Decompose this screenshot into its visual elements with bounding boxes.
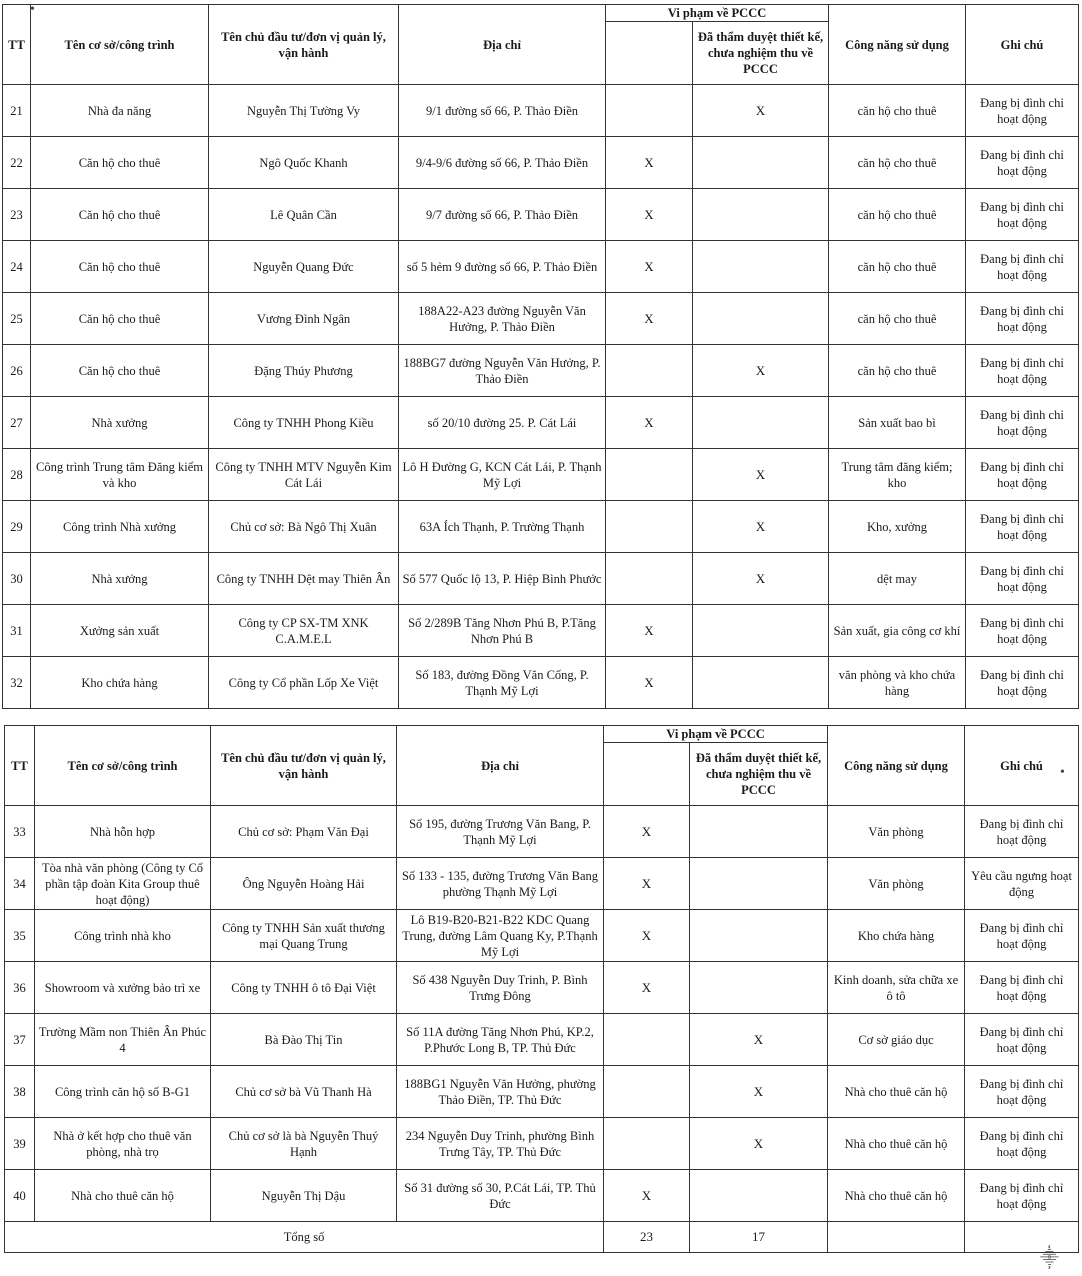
note: Đang bị đình chỉ hoạt động: [966, 605, 1079, 657]
owner-name: Chủ cơ sở: Bà Ngô Thị Xuân: [209, 501, 399, 553]
facility-name: Nhà cho thuê căn hộ: [35, 1170, 211, 1222]
function: căn hộ cho thuê: [829, 137, 966, 189]
violation-mark: [606, 85, 693, 137]
total-empty-function: [828, 1222, 965, 1253]
violation-mark: X: [606, 189, 693, 241]
owner-name: Công ty TNHH MTV Nguyễn Kim Cát Lái: [209, 449, 399, 501]
row-number: 40: [5, 1170, 35, 1222]
facility-name: Công trình nhà kho: [35, 910, 211, 962]
table-row: [3, 605, 1079, 657]
table-row: [3, 397, 1079, 449]
facility-name: Tòa nhà văn phòng (Công ty Cổ phần tập đoàn Kita Group thuê hoạt động): [35, 858, 211, 910]
row-number: 25: [3, 293, 31, 345]
owner-name: Vương Đình Ngân: [209, 293, 399, 345]
table-row: [5, 806, 1079, 858]
header-violation-unapproved: [606, 22, 693, 85]
approved-mark: [690, 806, 828, 858]
table-row: [5, 1014, 1079, 1066]
row-number: 23: [3, 189, 31, 241]
table-row: [3, 449, 1079, 501]
violation-mark: X: [604, 1170, 690, 1222]
row-number: 27: [3, 397, 31, 449]
facility-name: Trường Mầm non Thiên Ân Phúc 4: [35, 1014, 211, 1066]
table-row: [3, 189, 1079, 241]
approved-mark: X: [693, 345, 829, 397]
note: Đang bị đình chỉ hoạt động: [966, 85, 1079, 137]
table-row: [5, 858, 1079, 910]
violation-mark: X: [604, 962, 690, 1014]
table-part-1: [2, 4, 1079, 709]
note: Đang bị đình chỉ hoạt động: [965, 962, 1079, 1014]
note: Đang bị đình chỉ hoạt động: [966, 137, 1079, 189]
table-row: [5, 1066, 1079, 1118]
approved-mark: [693, 657, 829, 709]
function: căn hộ cho thuê: [829, 293, 966, 345]
note: Đang bị đình chỉ hoạt động: [965, 1170, 1079, 1222]
total-label: Tổng số: [5, 1222, 604, 1253]
header-function: Công năng sử dụng: [828, 726, 965, 806]
note: Đang bị đình chỉ hoạt động: [966, 293, 1079, 345]
row-number: 26: [3, 345, 31, 397]
address: Số 2/289B Tăng Nhơn Phú B, P.Tăng Nhơn Phú B: [399, 605, 606, 657]
note: Yêu cầu ngưng hoạt động: [965, 858, 1079, 910]
note: Đang bị đình chỉ hoạt động: [966, 449, 1079, 501]
signature-mark-icon: ⸎: [1040, 1248, 1059, 1268]
violation-mark: [606, 449, 693, 501]
row-number: 29: [3, 501, 31, 553]
address: Số 195, đường Trương Văn Bang, P. Thạnh Mỹ Lợi: [397, 806, 604, 858]
address: 9/1 đường số 66, P. Thảo Điền: [399, 85, 606, 137]
function: Cơ sở giáo dục: [828, 1014, 965, 1066]
approved-mark: X: [690, 1066, 828, 1118]
note: Đang bị đình chỉ hoạt động: [966, 345, 1079, 397]
approved-mark: X: [690, 1118, 828, 1170]
function: Văn phòng: [828, 806, 965, 858]
total-violation-count: 23: [604, 1222, 690, 1253]
function: Nhà cho thuê căn hộ: [828, 1170, 965, 1222]
violation-mark: X: [606, 397, 693, 449]
approved-mark: [693, 605, 829, 657]
facility-name: Nhà hỗn hợp: [35, 806, 211, 858]
header-violation-unapproved: [604, 743, 690, 806]
note: Đang bị đình chỉ hoạt động: [965, 1014, 1079, 1066]
violation-mark: X: [604, 806, 690, 858]
address: Lô H Đường G, KCN Cát Lái, P. Thạnh Mỹ Lợi: [399, 449, 606, 501]
function: Kinh doanh, sửa chữa xe ô tô: [828, 962, 965, 1014]
address: số 20/10 đường 25. P. Cát Lái: [399, 397, 606, 449]
table-row: [5, 1170, 1079, 1222]
note: Đang bị đình chỉ hoạt động: [966, 397, 1079, 449]
facility-name: Công trình Trung tâm Đăng kiểm và kho: [31, 449, 209, 501]
violation-mark: [606, 501, 693, 553]
total-empty-note: [965, 1222, 1079, 1253]
owner-name: Công ty TNHH Sản xuất thương mại Quang Trung: [211, 910, 397, 962]
violation-mark: X: [606, 657, 693, 709]
address: Số 183, đường Đồng Văn Cống, P. Thạnh Mỹ Lợi: [399, 657, 606, 709]
facility-name: Nhà ở kết hợp cho thuê văn phòng, nhà trọ: [35, 1118, 211, 1170]
violation-mark: X: [606, 605, 693, 657]
address: 9/4-9/6 đường số 66, P. Thảo Điền: [399, 137, 606, 189]
table-row: [5, 962, 1079, 1014]
table-body-1: [3, 85, 1079, 709]
scan-mark-icon: •: [1060, 765, 1065, 780]
owner-name: Công ty Cổ phần Lốp Xe Việt: [209, 657, 399, 709]
approved-mark: X: [693, 501, 829, 553]
address: Số 577 Quốc lộ 13, P. Hiệp Bình Phước: [399, 553, 606, 605]
facility-name: Căn hộ cho thuê: [31, 293, 209, 345]
total-row: [5, 1222, 1079, 1253]
owner-name: Công ty TNHH Dệt may Thiên Ân: [209, 553, 399, 605]
row-number: 21: [3, 85, 31, 137]
table-row: [5, 1118, 1079, 1170]
address: 188A22-A23 đường Nguyễn Văn Hưởng, P. Thảo Điền: [399, 293, 606, 345]
address: Số 31 đường số 30, P.Cát Lái, TP. Thủ Đức: [397, 1170, 604, 1222]
address: 188BG1 Nguyễn Văn Hưởng, phường Thảo Điền, TP. Thủ Đức: [397, 1066, 604, 1118]
header-violation-group: Vi phạm về PCCC: [604, 726, 828, 743]
table-row: [3, 345, 1079, 397]
owner-name: Công ty TNHH Phong Kiều: [209, 397, 399, 449]
facility-name: Công trình căn hộ số B-G1: [35, 1066, 211, 1118]
row-number: 38: [5, 1066, 35, 1118]
header-note: Ghi chú: [965, 726, 1079, 806]
address: Số 133 - 135, đường Trương Văn Bang phường Thạnh Mỹ Lợi: [397, 858, 604, 910]
function: Văn phòng: [828, 858, 965, 910]
table-row: [3, 241, 1079, 293]
header-function: Công năng sử dụng: [829, 5, 966, 85]
approved-mark: X: [690, 1014, 828, 1066]
note: Đang bị đình chỉ hoạt động: [965, 1118, 1079, 1170]
row-number: 35: [5, 910, 35, 962]
owner-name: Công ty TNHH ô tô Đại Việt: [211, 962, 397, 1014]
approved-mark: [693, 241, 829, 293]
violation-mark: X: [606, 137, 693, 189]
owner-name: Nguyễn Quang Đức: [209, 241, 399, 293]
facility-name: Nhà đa năng: [31, 85, 209, 137]
owner-name: Nguyễn Thị Tường Vy: [209, 85, 399, 137]
function: dệt may: [829, 553, 966, 605]
table-row: [3, 85, 1079, 137]
note: Đang bị đình chỉ hoạt động: [966, 189, 1079, 241]
table-row: [3, 553, 1079, 605]
header-facility: Tên cơ sở/công trình: [31, 5, 209, 85]
violation-mark: [604, 1014, 690, 1066]
scan-mark-icon: •: [30, 2, 35, 17]
note: Đang bị đình chỉ hoạt động: [965, 806, 1079, 858]
violation-mark: X: [606, 293, 693, 345]
header-owner: Tên chủ đầu tư/đơn vị quản lý, vận hành: [211, 726, 397, 806]
table-row: [3, 293, 1079, 345]
row-number: 30: [3, 553, 31, 605]
header-violation-group: Vi phạm về PCCC: [606, 5, 829, 22]
function: Sản xuất bao bì: [829, 397, 966, 449]
function: văn phòng và kho chứa hàng: [829, 657, 966, 709]
address: Số 11A đường Tăng Nhơn Phú, KP.2, P.Phước Long B, TP. Thủ Đức: [397, 1014, 604, 1066]
function: Trung tâm đăng kiểm; kho: [829, 449, 966, 501]
owner-name: Chủ cơ sở bà Vũ Thanh Hà: [211, 1066, 397, 1118]
note: Đang bị đình chỉ hoạt động: [966, 241, 1079, 293]
row-number: 31: [3, 605, 31, 657]
approved-mark: [693, 137, 829, 189]
approved-mark: [693, 189, 829, 241]
table-row: [3, 501, 1079, 553]
facility-name: Căn hộ cho thuê: [31, 189, 209, 241]
function: Kho, xưởng: [829, 501, 966, 553]
address: 63A Ích Thạnh, P. Trường Thạnh: [399, 501, 606, 553]
owner-name: Lê Quân Cần: [209, 189, 399, 241]
header-owner: Tên chủ đầu tư/đơn vị quản lý, vận hành: [209, 5, 399, 85]
approved-mark: [690, 1170, 828, 1222]
row-number: 39: [5, 1118, 35, 1170]
facility-name: Nhà xưởng: [31, 397, 209, 449]
facility-name: Căn hộ cho thuê: [31, 345, 209, 397]
violation-mark: X: [604, 858, 690, 910]
row-number: 32: [3, 657, 31, 709]
facility-name: Showroom và xưởng bảo trì xe: [35, 962, 211, 1014]
address: 188BG7 đường Nguyễn Văn Hưởng, P. Thảo Điền: [399, 345, 606, 397]
owner-name: Ông Nguyễn Hoàng Hải: [211, 858, 397, 910]
table-body-2: [5, 806, 1079, 1222]
header-address: Địa chỉ: [399, 5, 606, 85]
violation-mark: [604, 1118, 690, 1170]
approved-mark: [693, 293, 829, 345]
owner-name: Công ty CP SX-TM XNK C.A.M.E.L: [209, 605, 399, 657]
violation-mark: X: [604, 910, 690, 962]
approved-mark: X: [693, 449, 829, 501]
facility-name: Căn hộ cho thuê: [31, 241, 209, 293]
header-tt: TT: [3, 5, 31, 85]
header-note: Ghi chú: [966, 5, 1079, 85]
note: Đang bị đình chỉ hoạt động: [965, 1066, 1079, 1118]
facility-name: Xưởng sản xuất: [31, 605, 209, 657]
function: căn hộ cho thuê: [829, 85, 966, 137]
address: số 5 hẻm 9 đường số 66, P. Thảo Điền: [399, 241, 606, 293]
owner-name: Chủ cơ sở là bà Nguyễn Thuý Hạnh: [211, 1118, 397, 1170]
violation-mark: X: [606, 241, 693, 293]
facility-name: Kho chứa hàng: [31, 657, 209, 709]
header-violation-approved: Đã thẩm duyệt thiết kế, chưa nghiệm thu về PCCC: [693, 22, 829, 85]
function: Nhà cho thuê căn hộ: [828, 1118, 965, 1170]
facility-name: Căn hộ cho thuê: [31, 137, 209, 189]
note: Đang bị đình chỉ hoạt động: [966, 657, 1079, 709]
violation-mark: [606, 553, 693, 605]
note: Đang bị đình chỉ hoạt động: [966, 553, 1079, 605]
function: căn hộ cho thuê: [829, 189, 966, 241]
violation-mark: [604, 1066, 690, 1118]
header-tt: TT: [5, 726, 35, 806]
facility-name: Công trình Nhà xưởng: [31, 501, 209, 553]
header-violation-approved: Đã thẩm duyệt thiết kế, chưa nghiệm thu về PCCC: [690, 743, 828, 806]
function: căn hộ cho thuê: [829, 345, 966, 397]
table-row: [5, 910, 1079, 962]
owner-name: Bà Đào Thị Tin: [211, 1014, 397, 1066]
row-number: 37: [5, 1014, 35, 1066]
row-number: 34: [5, 858, 35, 910]
table-part-2: [4, 725, 1079, 1253]
address: 234 Nguyễn Duy Trinh, phường Bình Trưng Tây, TP. Thủ Đức: [397, 1118, 604, 1170]
approved-mark: X: [693, 85, 829, 137]
function: Nhà cho thuê căn hộ: [828, 1066, 965, 1118]
row-number: 33: [5, 806, 35, 858]
approved-mark: [690, 858, 828, 910]
approved-mark: X: [693, 553, 829, 605]
row-number: 24: [3, 241, 31, 293]
approved-mark: [690, 962, 828, 1014]
header-address: Địa chỉ: [397, 726, 604, 806]
function: Sản xuất, gia công cơ khí: [829, 605, 966, 657]
row-number: 22: [3, 137, 31, 189]
owner-name: Đặng Thúy Phương: [209, 345, 399, 397]
owner-name: Ngô Quốc Khanh: [209, 137, 399, 189]
address: Lô B19-B20-B21-B22 KDC Quang Trung, đường Lâm Quang Ky, P.Thạnh Mỹ Lợi: [397, 910, 604, 962]
table-row: [3, 657, 1079, 709]
function: Kho chứa hàng: [828, 910, 965, 962]
row-number: 28: [3, 449, 31, 501]
table-row: [3, 137, 1079, 189]
header-facility: Tên cơ sở/công trình: [35, 726, 211, 806]
total-approved-count: 17: [690, 1222, 828, 1253]
approved-mark: [693, 397, 829, 449]
owner-name: Chủ cơ sở: Phạm Văn Đại: [211, 806, 397, 858]
row-number: 36: [5, 962, 35, 1014]
facility-name: Nhà xưởng: [31, 553, 209, 605]
address: Số 438 Nguyễn Duy Trinh, P. Bình Trưng Đông: [397, 962, 604, 1014]
owner-name: Nguyễn Thị Dậu: [211, 1170, 397, 1222]
address: 9/7 đường số 66, P. Thảo Điền: [399, 189, 606, 241]
function: căn hộ cho thuê: [829, 241, 966, 293]
note: Đang bị đình chỉ hoạt động: [966, 501, 1079, 553]
violation-mark: [606, 345, 693, 397]
note: Đang bị đình chỉ hoạt động: [965, 910, 1079, 962]
approved-mark: [690, 910, 828, 962]
